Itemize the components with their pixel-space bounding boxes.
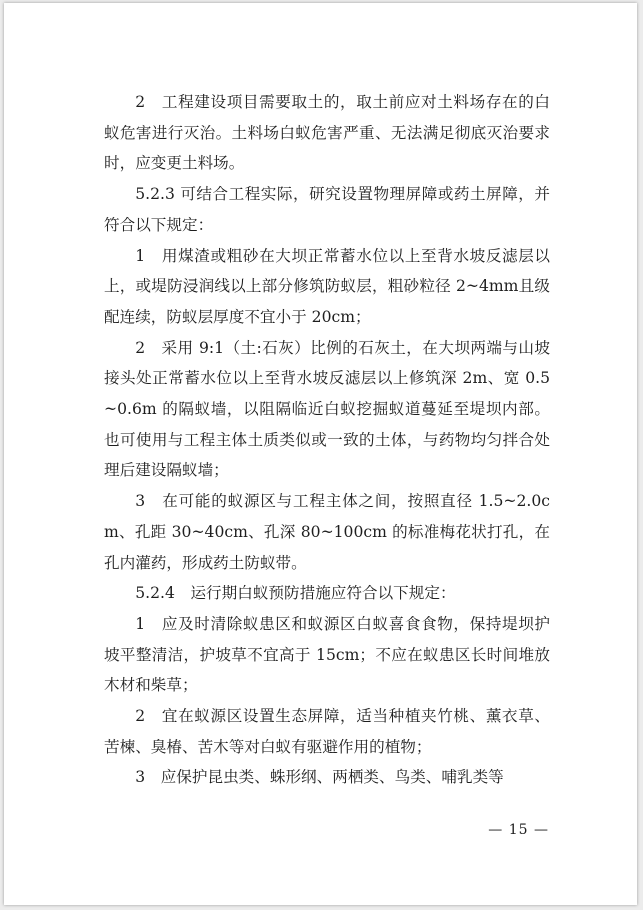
page-number: — 15 — (488, 822, 549, 838)
document-page (4, 3, 637, 905)
paragraph-item-3-medicated-soil-belt: 3 在可能的蚁源区与工程主体之间，按照直径 1.5~2.0cm、孔距 30~40cm、孔深 80~100cm 的标准梅花状打孔，在孔内灌药，形成药土防蚁带。 (104, 492, 550, 572)
paragraph-item-3-protect-natural-enemies: 3 应保护昆虫类、蛛形纲、两栖类、鸟类、哺乳类等 (135, 768, 504, 787)
section-5-2-4-heading: 5.2.4 运行期白蚁预防措施应符合以下规定： (135, 584, 456, 603)
paragraph-item-1-anti-termite-layer: 1 用煤渣或粗砂在大坝正常蓄水位以上至背水坡反滤层以上，或堤防浸润线以上部分修筑防蚁层，粗砂粒径 2~4mm且级配连续，防蚁层厚度不宜小于 20cm； (104, 246, 550, 326)
section-5-2-3-heading: 5.2.3 可结合工程实际，研究设置物理屏障或药土屏障，并符合以下规定： (104, 185, 550, 234)
paragraph-item-1-clear-food-sources: 1 应及时清除蚁患区和蚁源区白蚁喜食食物，保持堤坝护坡平整清洁，护坡草不宜高于 15cm；不应在蚁患区长时间堆放木材和柴草； (104, 614, 550, 695)
paragraph-item-2-termite-barrier-wall: 2 采用 9:1（土:石灰）比例的石灰土，在大坝两端与山坡接头处正常蓄水位以上至背水坡反滤层以上修筑深 2m、宽 0.5~0.6m 的隔蚁墙，以阻隔临近白蚁挖掘蚁道蔓延至堤坝内部。也可使用与工程主体土质类似或一致的土体，与药物均匀拌合处理后建设隔蚁墙； (104, 338, 550, 480)
body-text (104, 87, 550, 793)
paragraph-item-2-borrow-soil: 2 工程建设项目需要取土的，取土前应对土料场存在的白蚁危害进行灭治。土料场白蚁危害严重、无法满足彻底灭治要求时，应变更土料场。 (104, 93, 550, 173)
paragraph-item-2-ecological-barrier: 2 宜在蚁源区设置生态屏障，适当种植夹竹桃、薰衣草、苦楝、臭椿、苦木等对白蚁有驱避作用的植物； (104, 707, 550, 756)
